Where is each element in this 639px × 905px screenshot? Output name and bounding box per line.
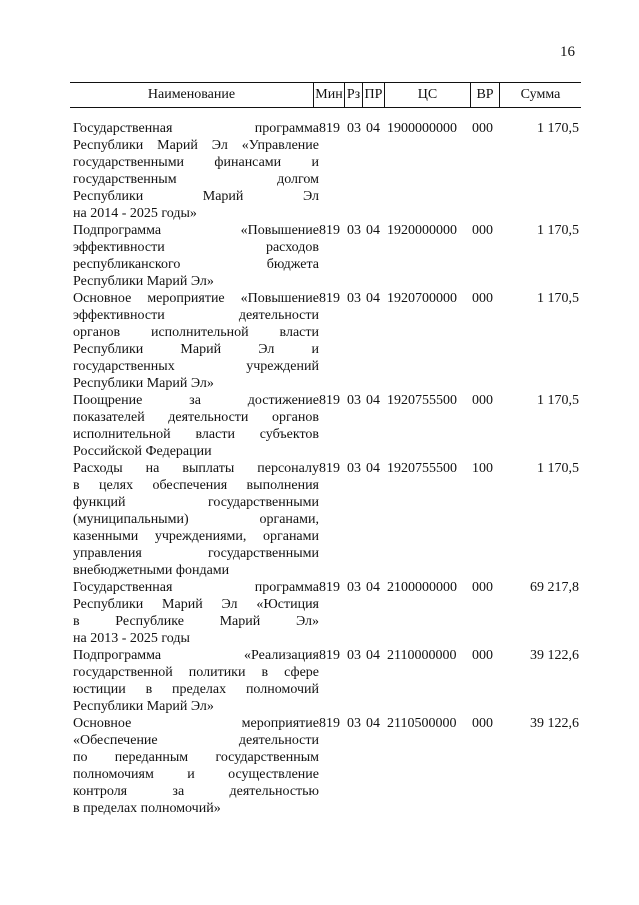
row-min: 819 [319, 648, 340, 663]
row-name-line: Республики Марий Эл» [73, 274, 214, 289]
row-pr: 04 [366, 291, 380, 306]
row-cs: 2100000000 [387, 580, 457, 595]
row-vr: 000 [472, 716, 493, 731]
row-name-line: государственной политики в сфере [73, 665, 319, 680]
row-name-line: государственных учреждений [73, 359, 319, 374]
row-min: 819 [319, 291, 340, 306]
row-name-line: Республики Марий Эл «Управление [73, 138, 319, 153]
row-vr: 000 [472, 580, 493, 595]
column-header-vr: ВР [470, 83, 499, 107]
row-name-line: Расходы на выплаты персоналу [73, 461, 319, 476]
row-name-line: функций государственными [73, 495, 319, 510]
row-name-line: Государственная программа [73, 121, 319, 136]
table-row [70, 392, 581, 460]
row-name-line: Республики Марий Эл» [73, 699, 214, 714]
row-name [73, 222, 319, 290]
row-sum: 39 122,6 [530, 716, 579, 731]
row-name-line: Российской Федерации [73, 444, 212, 459]
row-name-line: государственным долгом [73, 172, 319, 187]
row-rz: 03 [347, 716, 361, 731]
row-sum: 1 170,5 [537, 121, 579, 136]
row-pr: 04 [366, 716, 380, 731]
row-name-line: полномочиям и осуществление [73, 767, 319, 782]
table-header [70, 82, 581, 108]
row-vr: 000 [472, 393, 493, 408]
row-cs: 2110000000 [387, 648, 457, 663]
row-name-line: республиканского бюджета [73, 257, 319, 272]
row-min: 819 [319, 461, 340, 476]
row-vr: 000 [472, 648, 493, 663]
row-name [73, 647, 319, 715]
row-name-line: исполнительной власти субъектов [73, 427, 319, 442]
row-name-line: в целях обеспечения выполнения [73, 478, 319, 493]
row-name [73, 120, 319, 222]
row-rz: 03 [347, 223, 361, 238]
row-sum: 39 122,6 [530, 648, 579, 663]
row-sum: 1 170,5 [537, 223, 579, 238]
row-name-line: казенными учреждениями, органами [73, 529, 319, 544]
table-row [70, 222, 581, 290]
column-header-sum: Сумма [499, 83, 581, 107]
row-name-line: Республики Марий Эл [73, 189, 319, 204]
row-name [73, 579, 319, 647]
row-min: 819 [319, 393, 340, 408]
row-name-line: эффективности деятельности [73, 308, 319, 323]
row-name-line: Основное мероприятие «Повышение [73, 291, 319, 306]
row-cs: 1920700000 [387, 291, 457, 306]
row-rz: 03 [347, 580, 361, 595]
row-rz: 03 [347, 461, 361, 476]
row-name-line: управления государственными [73, 546, 319, 561]
row-rz: 03 [347, 393, 361, 408]
table-row [70, 460, 581, 579]
row-name-line: органов исполнительной власти [73, 325, 319, 340]
row-vr: 000 [472, 223, 493, 238]
row-name-line: Подпрограмма «Реализация [73, 648, 319, 663]
column-header-cs: ЦС [384, 83, 470, 107]
row-sum: 1 170,5 [537, 393, 579, 408]
row-name-line: эффективности расходов [73, 240, 319, 255]
row-rz: 03 [347, 291, 361, 306]
row-pr: 04 [366, 223, 380, 238]
table-row [70, 120, 581, 222]
row-rz: 03 [347, 121, 361, 136]
row-vr: 000 [472, 121, 493, 136]
row-pr: 04 [366, 648, 380, 663]
row-cs: 1920755500 [387, 461, 457, 476]
table-body [70, 120, 581, 817]
row-name-line: Подпрограмма «Повышение [73, 223, 319, 238]
row-name-line: контроля за деятельностью [73, 784, 319, 799]
row-cs: 2110500000 [387, 716, 457, 731]
row-pr: 04 [366, 580, 380, 595]
row-min: 819 [319, 121, 340, 136]
page-number: 16 [560, 44, 575, 60]
column-header-min: Мин [313, 83, 344, 107]
row-name-line: государственными финансами и [73, 155, 319, 170]
row-name-line: Республики Марий Эл» [73, 376, 214, 391]
row-name-line: юстиции в пределах полномочий [73, 682, 319, 697]
row-name-line: Республики Марий Эл и [73, 342, 319, 357]
row-name-line: Государственная программа [73, 580, 319, 595]
row-sum: 1 170,5 [537, 291, 579, 306]
row-cs: 1900000000 [387, 121, 457, 136]
row-name-line: внебюджетными фондами [73, 563, 230, 578]
row-min: 819 [319, 580, 340, 595]
row-min: 819 [319, 716, 340, 731]
row-name [73, 290, 319, 392]
row-min: 819 [319, 223, 340, 238]
column-header-rz: Рз [344, 83, 362, 107]
row-name-line: «Обеспечение деятельности [73, 733, 319, 748]
row-name [73, 460, 319, 579]
row-pr: 04 [366, 121, 380, 136]
table-row [70, 715, 581, 817]
row-pr: 04 [366, 393, 380, 408]
row-vr: 000 [472, 291, 493, 306]
row-sum: 69 217,8 [530, 580, 579, 595]
row-name-line: Основное мероприятие [73, 716, 319, 731]
row-pr: 04 [366, 461, 380, 476]
table-row [70, 579, 581, 647]
row-name-line: Поощрение за достижение [73, 393, 319, 408]
row-name-line: Республики Марий Эл «Юстиция [73, 597, 319, 612]
row-name-line: на 2013 - 2025 годы [73, 631, 190, 646]
row-name-line: по переданным государственным [73, 750, 319, 765]
row-name-line: (муниципальными) органами, [73, 512, 319, 527]
row-rz: 03 [347, 648, 361, 663]
table-row [70, 647, 581, 715]
row-name-line: в пределах полномочий» [73, 801, 221, 816]
row-cs: 1920000000 [387, 223, 457, 238]
column-header-pr: ПР [362, 83, 384, 107]
row-name [73, 715, 319, 817]
row-cs: 1920755500 [387, 393, 457, 408]
row-sum: 1 170,5 [537, 461, 579, 476]
table-row [70, 290, 581, 392]
row-name-line: показателей деятельности органов [73, 410, 319, 425]
row-name-line: в Республике Марий Эл» [73, 614, 319, 629]
row-vr: 100 [472, 461, 493, 476]
column-header-name: Наименование [147, 87, 236, 102]
row-name-line: на 2014 - 2025 годы» [73, 206, 197, 221]
row-name [73, 392, 319, 460]
